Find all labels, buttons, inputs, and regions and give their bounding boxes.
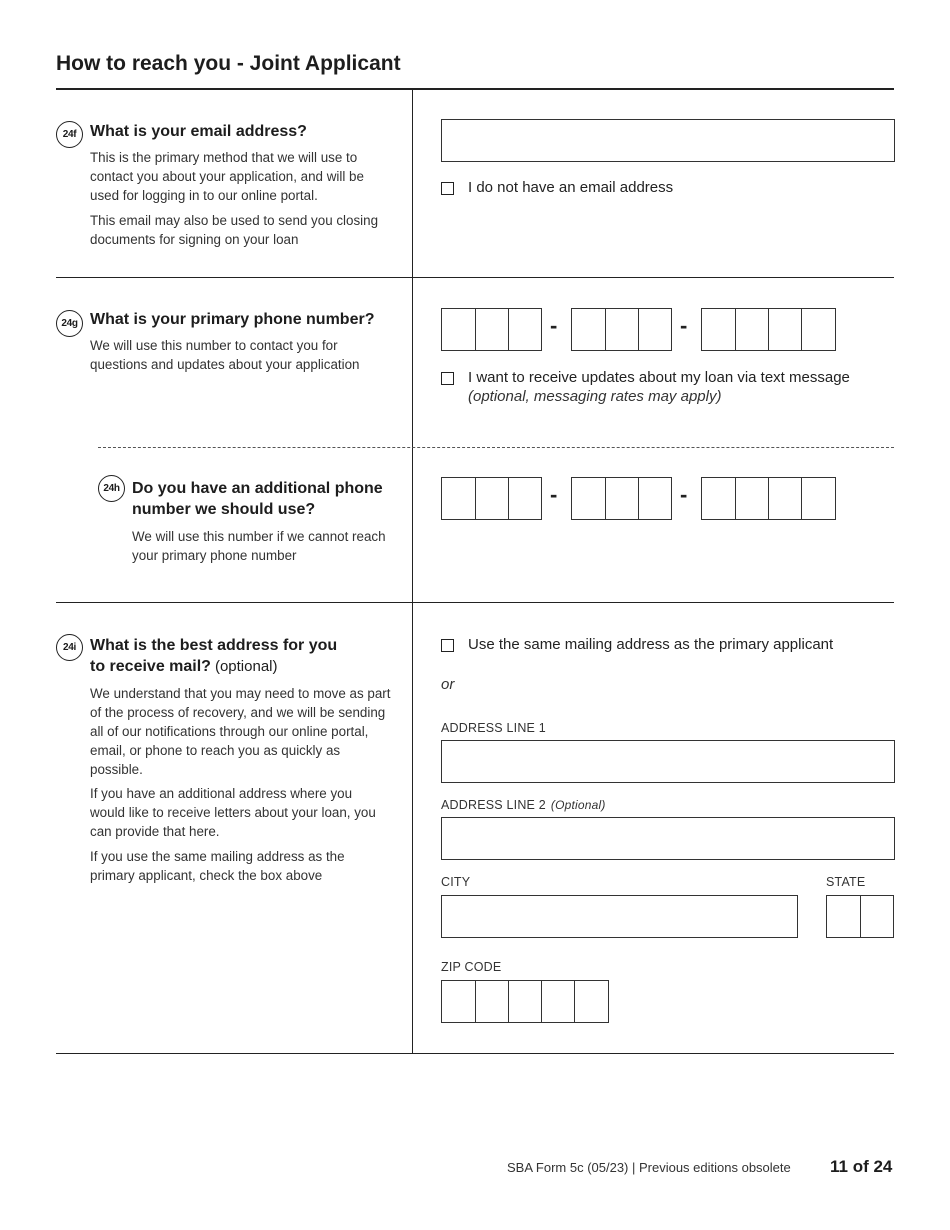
digit-cell[interactable]: [509, 478, 541, 519]
address-line-2-label: [441, 798, 606, 812]
additional-phone-question-desc: We will use this number if we cannot reach your primary phone number: [132, 529, 386, 563]
primary-phone-line-number[interactable]: [701, 308, 836, 351]
subsection-divider-24h: [98, 447, 894, 448]
email-input[interactable]: [441, 119, 895, 162]
city-label: CITY: [441, 875, 471, 889]
phone-separator: -: [680, 313, 688, 338]
digit-cell[interactable]: [769, 478, 802, 519]
no-email-label: I do not have an email address: [468, 179, 674, 196]
phone-separator: -: [550, 313, 558, 338]
address-line-2-optional-tag: (Optional): [550, 798, 606, 812]
zip-code-label: ZIP CODE: [441, 960, 502, 974]
column-divider: [412, 90, 413, 1054]
digit-cell[interactable]: [509, 981, 542, 1022]
section-divider-24i: [56, 1053, 894, 1054]
address-line-2-input[interactable]: [441, 817, 895, 860]
digit-cell[interactable]: [572, 478, 606, 519]
text-updates-note: (optional, messaging rates may apply): [468, 388, 722, 405]
text-updates-checkbox[interactable]: [441, 372, 454, 385]
header-divider: [56, 88, 894, 90]
digit-cell[interactable]: [802, 309, 835, 350]
or-text: or: [441, 676, 455, 693]
digit-cell[interactable]: [509, 309, 541, 350]
additional-phone-question-title: Do you have an additional phone number we should use?: [132, 480, 383, 518]
address-line-2-label-text: ADDRESS LINE 2: [441, 798, 546, 812]
question-badge-24g: 24g: [56, 310, 83, 337]
mailing-address-question-title: [90, 635, 340, 677]
digit-cell[interactable]: [442, 478, 476, 519]
digit-cell[interactable]: [575, 981, 608, 1022]
no-email-checkbox[interactable]: [441, 182, 454, 195]
address-line-1-label: ADDRESS LINE 1: [441, 721, 546, 735]
state-label: STATE: [826, 875, 866, 889]
letter-cell[interactable]: [827, 896, 861, 937]
question-badge-24f: 24f: [56, 121, 83, 148]
digit-cell[interactable]: [606, 309, 639, 350]
mailing-address-desc-2: If you have an additional address where you would like to receive letters about your loan, you can provide that here.: [90, 786, 376, 839]
email-question-desc: This is the primary method that we will use to contact you about your application, and will be used for logging in to our online portal.: [90, 150, 364, 203]
digit-cell[interactable]: [572, 309, 606, 350]
mailing-address-desc-1: We understand that you may need to move as part of the process of recovery, and we will be sending all of our notifications through our online portal, email, or phone to reach you as quickly as possible.: [90, 686, 391, 777]
digit-cell[interactable]: [702, 309, 736, 350]
footer-form-info: SBA Form 5c (05/23) | Previous editions obsolete: [507, 1160, 791, 1175]
state-input[interactable]: [826, 895, 894, 938]
phone-separator: -: [550, 482, 558, 507]
section-divider-24g: [56, 602, 894, 603]
additional-phone-line-number[interactable]: [701, 477, 836, 520]
primary-phone-question-title: What is your primary phone number?: [90, 311, 375, 328]
digit-cell[interactable]: [442, 981, 476, 1022]
digit-cell[interactable]: [639, 478, 671, 519]
primary-phone-area-code[interactable]: [441, 308, 542, 351]
digit-cell[interactable]: [702, 478, 736, 519]
question-badge-24h: 24h: [98, 475, 125, 502]
same-address-checkbox[interactable]: [441, 639, 454, 652]
mailing-address-title-text: What is the best address for you to receive mail?: [90, 637, 338, 675]
phone-separator: -: [680, 482, 688, 507]
section-divider-24f: [56, 277, 894, 278]
digit-cell[interactable]: [542, 981, 575, 1022]
footer-page-number: 11 of 24: [830, 1157, 893, 1176]
digit-cell[interactable]: [802, 478, 835, 519]
digit-cell[interactable]: [442, 309, 476, 350]
email-question-note: This email may also be used to send you closing documents for signing on your loan: [90, 213, 379, 247]
digit-cell[interactable]: [736, 309, 769, 350]
email-question-title: What is your email address?: [90, 123, 307, 140]
city-input[interactable]: [441, 895, 798, 938]
digit-cell[interactable]: [769, 309, 802, 350]
primary-phone-question-desc: We will use this number to contact you for questions and updates about your application: [90, 338, 360, 372]
digit-cell[interactable]: [606, 478, 639, 519]
mailing-address-desc-3: If you use the same mailing address as the primary applicant, check the box above: [90, 849, 345, 883]
same-address-label: Use the same mailing address as the primary applicant: [468, 636, 834, 653]
question-badge-24i: 24i: [56, 634, 83, 661]
page-title: How to reach you - Joint Applicant: [56, 52, 401, 75]
additional-phone-prefix[interactable]: [571, 477, 672, 520]
zip-code-input[interactable]: [441, 980, 609, 1023]
digit-cell[interactable]: [639, 309, 671, 350]
digit-cell[interactable]: [476, 478, 509, 519]
text-updates-label: I want to receive updates about my loan via text message: [468, 369, 850, 386]
additional-phone-area-code[interactable]: [441, 477, 542, 520]
primary-phone-prefix[interactable]: [571, 308, 672, 351]
digit-cell[interactable]: [476, 981, 509, 1022]
letter-cell[interactable]: [861, 896, 893, 937]
digit-cell[interactable]: [736, 478, 769, 519]
mailing-address-optional-tag: (optional): [214, 658, 278, 675]
address-line-1-input[interactable]: [441, 740, 895, 783]
digit-cell[interactable]: [476, 309, 509, 350]
